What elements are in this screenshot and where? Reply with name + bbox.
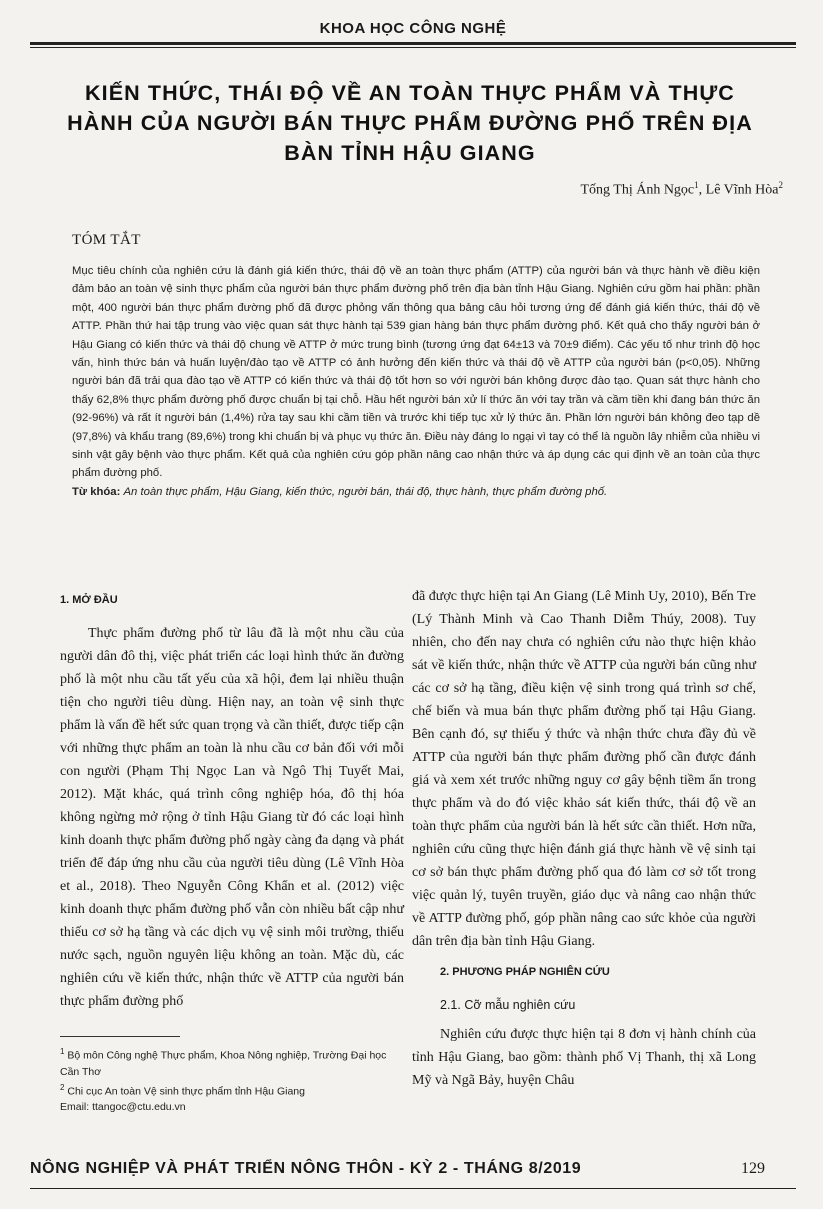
header-rule-thick xyxy=(30,42,796,45)
right-column xyxy=(412,585,756,1092)
footnote-text: Bộ môn Công nghệ Thực phẩm, Khoa Nông nghiệp, Trường Đại học Cần Thơ xyxy=(60,1049,387,1078)
footnote-email: Email: ttangoc@ctu.edu.vn xyxy=(60,1101,186,1113)
author-affiliation-mark: 1 xyxy=(694,180,699,190)
abstract-text: Mục tiêu chính của nghiên cứu là đánh giá kiến thức, thái độ về an toàn thực phẩm (ATTP) của người bán và thực hành về điều kiện đảm bảo an toàn vệ sinh thực phẩm của người bán thực phẩm đường phố trên địa bàn tỉnh Hậu Giang. Nghiên cứu gồm hai phần: phần một, 400 người bán thực phẩm đường phố đã được phỏng vấn thông qua bảng câu hỏi tương ứng để đánh giá kiến thức, thái độ về ATTP. Phần thứ hai tập trung vào việc quan sát thực hành tại 539 gian hàng bán thực phẩm đường phố. Kết quả cho thấy người bán ở Hậu Giang có kiến thức và thái độ chung về ATTP ở mức trung bình (tương ứng đạt 64±13 và 70±9 điểm). Các yếu tố như trình độ học vấn, hình thức bán và huấn luyện/đào tạo về ATTP có ảnh hưởng đến kiến thức và thái độ về ATTP của người bán (p<0,05). Những người bán đã trải qua đào tạo về ATTP có kiến thức và thái độ tốt hơn so với người bán không được đào tạo. Quan sát thực hành cho thấy 62,8% thực phẩm đường phố được chuẩn bị tại chỗ. Hầu hết người bán xử lí thức ăn với tay trần và cầm tiền khi đang bán thức ăn (92-96%) và rất ít người bán (1,4%) rửa tay sau khi cầm tiền và trước khi tiếp tục xử lý thức ăn. Phần lớn người bán không đeo tạp dề (97,8%) và khẩu trang (89,6%) trong khi chuẩn bị và phục vụ thức ăn. Điều này đáng lo ngại vì tay có thể là nguồn lây nhiễm của nhiều vi sinh vật gây bệnh vào thực phẩm. Kết quả của nghiên cứu góp phần nâng cao nhận thức và áp dụng các qui định về an toàn của thực phẩm đường phố. xyxy=(72,265,760,480)
footnote-mark: 2 xyxy=(60,1082,65,1092)
page-number: 129 xyxy=(741,1160,765,1177)
author-separator: , xyxy=(698,182,706,198)
keywords-line xyxy=(72,483,760,501)
author-affiliation-mark: 2 xyxy=(778,180,783,190)
paper-title: KIẾN THỨC, THÁI ĐỘ VỀ AN TOÀN THỰC PHẨM VÀ THỰC HÀNH CỦA NGƯỜI BÁN THỰC PHẨM ĐƯỜNG PHỐ TRÊN ĐỊA BÀN TỈNH HẬU GIANG xyxy=(67,81,753,165)
footnote-rule xyxy=(60,1036,180,1037)
author-line xyxy=(580,180,783,199)
left-column xyxy=(60,585,404,1013)
footnote-item xyxy=(60,1044,400,1080)
body-paragraph: Thực phẩm đường phố từ lâu đã là một nhu cầu của người dân đô thị, việc phát triển các loại hình thức ăn đường phố là một nhu cầu tất yếu của xã hội, đem lại nhiều thuận tiện cho người tiêu dùng. Hiện nay, an toàn vệ sinh thực phẩm là vấn đề hết sức quan trọng và cần thiết, được tiếp cận với những thực phẩm an toàn là nhu cầu cơ bản đối với mỗi con người (Phạm Thị Ngọc Lan và Ngô Thị Tuyết Mai, 2012). Mặt khác, quá trình công nghiệp hóa, đô thị hóa không ngừng mở rộng ở tỉnh Hậu Giang từ đó các loại hình kinh doanh thực phẩm đường phố ngày càng đa dạng và phát triển để đáp ứng nhu cầu của người tiêu dùng (Lê Vĩnh Hòa et al., 2018). Theo Nguyễn Công Khẩn et al. (2012) việc kinh doanh thực phẩm đường phố vẫn còn nhiều bất cập như thiếu cơ sở hạ tầng và các dịch vụ vệ sinh môi trường, thiếu nước sạch, nguồn nguyên liệu không an toàn. Mặc dù, các nghiên cứu về kiến thức, nhận thức về ATTP của người bán thực phẩm đường phố xyxy=(60,626,404,1009)
journal-footer: NÔNG NGHIỆP VÀ PHÁT TRIỂN NÔNG THÔN - KỲ 2 - THÁNG 8/2019 xyxy=(30,1160,582,1177)
footnote-item xyxy=(60,1099,400,1115)
abstract-heading: TÓM TẮT xyxy=(72,232,141,248)
author-name: Tống Thị Ánh Ngọc xyxy=(580,182,695,198)
header-rule-thin xyxy=(30,47,796,48)
footnote-mark: 1 xyxy=(60,1047,65,1056)
body-paragraph: đã được thực hiện tại An Giang (Lê Minh Uy, 2010), Bến Tre (Lý Thành Minh và Cao Thanh Diễm Thúy, 2008). Tuy nhiên, cho đến nay chưa có nghiên cứu nào thực hiện khảo sát về kiến thức, nhận thức về ATTP của người bán cũng như các cơ sở hạ tầng, điều kiện vệ sinh trong quá trình sơ chế, chế biến và mua bán thực phẩm đường phố tại Hậu Giang. Bên cạnh đó, sự thiếu ý thức và nhận thức chưa đầy đủ về ATTP của người bán thực phẩm đường phố cần được đánh giá và xem xét trước những nguy cơ gây bệnh tiềm ẩn trong thực phẩm và do đó việc khảo sát kiến thức, thái độ về an toàn thực phẩm của người bán là hết sức cần thiết. Hơn nữa, nghiên cứu cũng thực hiện đánh giá thực hành về vệ sinh tại cơ sở bán thực phẩm đường phố qua đó làm cơ sở tốt trong việc quản lý, tuyên truyền, giáo dục và nâng cao nhận thức về ATTP đường phố, góp phần nâng cao sức khỏe của người dân trên địa bàn tỉnh Hậu Giang. xyxy=(412,589,756,949)
footnote-text: Chi cục An toàn Vệ sinh thực phẩm tỉnh Hậu Giang xyxy=(67,1085,305,1097)
section-heading: 1. MỞ ĐẦU xyxy=(60,594,118,606)
author-name: Lê Vĩnh Hòa xyxy=(705,182,779,198)
subsection-heading: 2.1. Cỡ mẫu nghiên cứu xyxy=(440,998,576,1012)
section-heading: 2. PHƯƠNG PHÁP NGHIÊN CỨU xyxy=(440,966,610,978)
footnote-item xyxy=(60,1080,400,1100)
abstract-block xyxy=(72,262,760,501)
footer-rule xyxy=(30,1188,796,1189)
journal-section-header: KHOA HỌC CÔNG NGHỆ xyxy=(319,20,507,37)
footnotes xyxy=(60,1044,400,1115)
keywords-label: Từ khóa: xyxy=(72,485,121,498)
body-paragraph: Nghiên cứu được thực hiện tại 8 đơn vị hành chính của tỉnh Hậu Giang, bao gồm: thành phố Vị Thanh, thị xã Long Mỹ và Ngã Bảy, huyện Châu xyxy=(412,1027,756,1088)
keywords-text: An toàn thực phẩm, Hậu Giang, kiến thức, người bán, thái độ, thực hành, thực phẩm đường phố. xyxy=(123,485,608,498)
